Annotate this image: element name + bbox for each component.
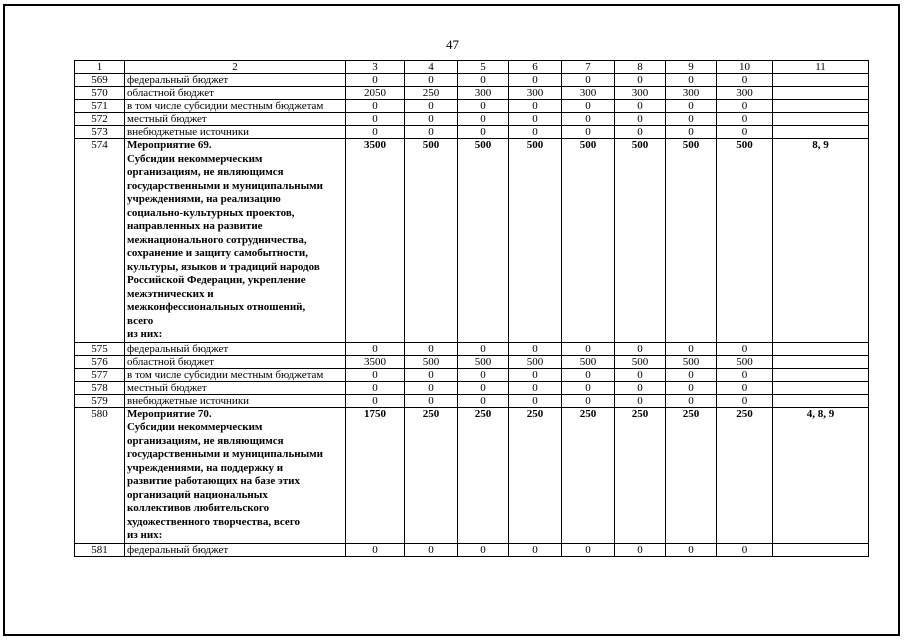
row-name-line: межнационального сотрудничества, bbox=[127, 233, 307, 246]
value-cell: 0 bbox=[562, 543, 615, 556]
value-cell: 250 bbox=[615, 407, 666, 543]
row-name-line: художественного творчества, всего bbox=[127, 515, 301, 528]
header-cell: 10 bbox=[717, 61, 773, 74]
value-cell: 250 bbox=[509, 407, 562, 543]
value-cell: 0 bbox=[405, 113, 458, 126]
value-cell: 0 bbox=[346, 394, 405, 407]
row-name-line: организациям, не являющимся bbox=[127, 166, 284, 178]
value-cell: 500 bbox=[458, 139, 509, 343]
row-name-line: сохранение и защиту самобытности, bbox=[127, 247, 308, 259]
value-cell: 0 bbox=[458, 113, 509, 126]
value-cell: 500 bbox=[717, 355, 773, 368]
value-cell: 0 bbox=[562, 126, 615, 139]
row-number: 576 bbox=[75, 355, 125, 368]
header-cell: 9 bbox=[666, 61, 717, 74]
value-cell: 0 bbox=[346, 74, 405, 87]
value-cell: 0 bbox=[666, 381, 717, 394]
row-number: 569 bbox=[75, 74, 125, 87]
value-cell: 250 bbox=[562, 407, 615, 543]
value-cell: 500 bbox=[666, 355, 717, 368]
row-name-line: направленных на развитие bbox=[127, 220, 263, 232]
value-cell: 0 bbox=[346, 113, 405, 126]
table-row bbox=[75, 543, 869, 556]
reference-cell bbox=[773, 355, 869, 368]
value-cell: 0 bbox=[717, 381, 773, 394]
row-name: федеральный бюджет bbox=[125, 342, 346, 355]
row-name-line: социально-культурных проектов, bbox=[127, 206, 295, 219]
row-name: местный бюджет bbox=[125, 381, 346, 394]
row-name-line: государственными и муниципальными bbox=[127, 179, 324, 192]
value-cell: 500 bbox=[509, 355, 562, 368]
table-row bbox=[75, 381, 869, 394]
value-cell: 0 bbox=[346, 543, 405, 556]
value-cell: 0 bbox=[666, 342, 717, 355]
value-cell: 0 bbox=[615, 394, 666, 407]
row-name: областной бюджет bbox=[125, 355, 346, 368]
table-row bbox=[75, 394, 869, 407]
row-name-line: всего bbox=[127, 314, 154, 327]
value-cell: 0 bbox=[405, 126, 458, 139]
value-cell: 0 bbox=[458, 126, 509, 139]
value-cell: 500 bbox=[717, 139, 773, 343]
value-cell: 0 bbox=[509, 394, 562, 407]
value-cell: 0 bbox=[562, 100, 615, 113]
value-cell: 0 bbox=[405, 74, 458, 87]
row-name-line: организациям, не являющимся bbox=[127, 434, 284, 447]
value-cell: 0 bbox=[346, 100, 405, 113]
row-name-line: Мероприятие 69. bbox=[127, 139, 212, 151]
header-cell: 1 bbox=[75, 61, 125, 74]
value-cell: 0 bbox=[458, 543, 509, 556]
value-cell: 500 bbox=[405, 355, 458, 368]
row-name-line: учреждениями, на реализацию bbox=[127, 193, 281, 205]
row-number: 575 bbox=[75, 342, 125, 355]
table-row bbox=[75, 87, 869, 100]
value-cell: 0 bbox=[615, 368, 666, 381]
row-name: в том числе субсидии местным бюджетам bbox=[125, 100, 346, 113]
value-cell: 300 bbox=[458, 87, 509, 100]
value-cell: 0 bbox=[562, 394, 615, 407]
reference-cell bbox=[773, 381, 869, 394]
table-row bbox=[75, 74, 869, 87]
value-cell: 0 bbox=[509, 368, 562, 381]
reference-cell: 4, 8, 9 bbox=[773, 407, 869, 543]
value-cell: 0 bbox=[717, 100, 773, 113]
row-name: внебюджетные источники bbox=[125, 126, 346, 139]
reference-cell bbox=[773, 87, 869, 100]
value-cell: 500 bbox=[666, 139, 717, 343]
row-name-line: из них: bbox=[127, 328, 163, 340]
value-cell: 0 bbox=[666, 543, 717, 556]
value-cell: 0 bbox=[717, 543, 773, 556]
value-cell: 0 bbox=[346, 126, 405, 139]
row-number: 572 bbox=[75, 113, 125, 126]
value-cell: 0 bbox=[717, 368, 773, 381]
value-cell: 3500 bbox=[346, 355, 405, 368]
header-cell: 7 bbox=[562, 61, 615, 74]
reference-cell bbox=[773, 74, 869, 87]
value-cell: 0 bbox=[458, 342, 509, 355]
value-cell: 0 bbox=[717, 342, 773, 355]
value-cell: 250 bbox=[666, 407, 717, 543]
value-cell: 500 bbox=[509, 139, 562, 343]
table-row bbox=[75, 355, 869, 368]
value-cell: 500 bbox=[615, 355, 666, 368]
value-cell: 0 bbox=[405, 543, 458, 556]
value-cell: 0 bbox=[509, 100, 562, 113]
header-cell: 8 bbox=[615, 61, 666, 74]
row-name: внебюджетные источники bbox=[125, 394, 346, 407]
row-number: 581 bbox=[75, 543, 125, 556]
reference-cell bbox=[773, 368, 869, 381]
value-cell: 250 bbox=[458, 407, 509, 543]
value-cell: 500 bbox=[615, 139, 666, 343]
row-name bbox=[125, 139, 346, 343]
value-cell: 0 bbox=[615, 113, 666, 126]
row-name-line: Субсидии некоммерческим bbox=[127, 152, 263, 165]
value-cell: 0 bbox=[562, 113, 615, 126]
value-cell: 0 bbox=[405, 381, 458, 394]
value-cell: 0 bbox=[458, 381, 509, 394]
row-number: 577 bbox=[75, 368, 125, 381]
budget-table bbox=[74, 60, 869, 557]
value-cell: 0 bbox=[405, 368, 458, 381]
value-cell: 0 bbox=[615, 381, 666, 394]
value-cell: 0 bbox=[615, 342, 666, 355]
value-cell: 0 bbox=[562, 381, 615, 394]
measure-row bbox=[75, 139, 869, 343]
row-name-line: развитие работающих на базе этих bbox=[127, 475, 300, 487]
header-cell: 5 bbox=[458, 61, 509, 74]
table-row bbox=[75, 100, 869, 113]
header-cell: 6 bbox=[509, 61, 562, 74]
value-cell: 0 bbox=[458, 368, 509, 381]
value-cell: 2050 bbox=[346, 87, 405, 100]
row-name-line: организаций национальных bbox=[127, 488, 268, 501]
row-number: 570 bbox=[75, 87, 125, 100]
value-cell: 0 bbox=[615, 543, 666, 556]
value-cell: 0 bbox=[509, 543, 562, 556]
value-cell: 0 bbox=[666, 126, 717, 139]
value-cell: 250 bbox=[405, 407, 458, 543]
table-row bbox=[75, 113, 869, 126]
row-name-line: из них: bbox=[127, 529, 163, 541]
header-row bbox=[75, 61, 869, 74]
row-number: 578 bbox=[75, 381, 125, 394]
value-cell: 0 bbox=[346, 381, 405, 394]
value-cell: 500 bbox=[562, 355, 615, 368]
value-cell: 0 bbox=[509, 113, 562, 126]
value-cell: 500 bbox=[458, 355, 509, 368]
value-cell: 0 bbox=[615, 126, 666, 139]
value-cell: 500 bbox=[562, 139, 615, 343]
value-cell: 0 bbox=[509, 342, 562, 355]
value-cell: 0 bbox=[717, 113, 773, 126]
value-cell: 0 bbox=[666, 113, 717, 126]
value-cell: 0 bbox=[509, 381, 562, 394]
row-name-line: Субсидии некоммерческим bbox=[127, 421, 263, 433]
value-cell: 0 bbox=[666, 100, 717, 113]
reference-cell: 8, 9 bbox=[773, 139, 869, 343]
value-cell: 0 bbox=[405, 394, 458, 407]
value-cell: 0 bbox=[346, 342, 405, 355]
row-name: областной бюджет bbox=[125, 87, 346, 100]
value-cell: 300 bbox=[615, 87, 666, 100]
row-name: федеральный бюджет bbox=[125, 74, 346, 87]
header-cell: 11 bbox=[773, 61, 869, 74]
value-cell: 0 bbox=[458, 394, 509, 407]
row-name-line: Мероприятие 70. bbox=[127, 407, 212, 420]
row-number: 571 bbox=[75, 100, 125, 113]
row-number: 574 bbox=[75, 139, 125, 343]
value-cell: 0 bbox=[509, 126, 562, 139]
header-cell: 4 bbox=[405, 61, 458, 74]
row-name-line: государственными и муниципальными bbox=[127, 448, 324, 460]
reference-cell bbox=[773, 100, 869, 113]
value-cell: 0 bbox=[562, 368, 615, 381]
value-cell: 0 bbox=[717, 394, 773, 407]
row-name: федеральный бюджет bbox=[125, 543, 346, 556]
row-number: 579 bbox=[75, 394, 125, 407]
row-name-line: межэтнических и bbox=[127, 287, 214, 300]
row-name bbox=[125, 407, 346, 543]
value-cell: 0 bbox=[458, 74, 509, 87]
value-cell: 0 bbox=[717, 126, 773, 139]
reference-cell bbox=[773, 543, 869, 556]
value-cell: 300 bbox=[562, 87, 615, 100]
value-cell: 0 bbox=[717, 74, 773, 87]
row-name-line: культуры, языков и традиций народов bbox=[127, 260, 320, 273]
header-cell: 3 bbox=[346, 61, 405, 74]
measure-row bbox=[75, 407, 869, 543]
value-cell: 3500 bbox=[346, 139, 405, 343]
reference-cell bbox=[773, 113, 869, 126]
row-name-line: учреждениями, на поддержку и bbox=[127, 461, 284, 474]
value-cell: 250 bbox=[405, 87, 458, 100]
table-body bbox=[75, 61, 869, 557]
reference-cell bbox=[773, 394, 869, 407]
value-cell: 0 bbox=[346, 368, 405, 381]
table-row bbox=[75, 342, 869, 355]
reference-cell bbox=[773, 342, 869, 355]
row-name-line: коллективов любительского bbox=[127, 502, 270, 514]
row-number: 573 bbox=[75, 126, 125, 139]
page-number: 47 bbox=[446, 37, 459, 52]
row-name-line: Российской Федерации, укрепление bbox=[127, 274, 306, 286]
table-row bbox=[75, 126, 869, 139]
value-cell: 1750 bbox=[346, 407, 405, 543]
value-cell: 0 bbox=[666, 74, 717, 87]
value-cell: 0 bbox=[458, 100, 509, 113]
value-cell: 300 bbox=[717, 87, 773, 100]
row-number: 580 bbox=[75, 407, 125, 543]
value-cell: 0 bbox=[405, 342, 458, 355]
row-name-line: межконфессиональных отношений, bbox=[127, 301, 306, 313]
value-cell: 0 bbox=[615, 74, 666, 87]
reference-cell bbox=[773, 126, 869, 139]
value-cell: 500 bbox=[405, 139, 458, 343]
value-cell: 0 bbox=[562, 74, 615, 87]
value-cell: 300 bbox=[666, 87, 717, 100]
value-cell: 0 bbox=[562, 342, 615, 355]
value-cell: 250 bbox=[717, 407, 773, 543]
table-row bbox=[75, 368, 869, 381]
value-cell: 0 bbox=[615, 100, 666, 113]
value-cell: 0 bbox=[666, 394, 717, 407]
value-cell: 0 bbox=[666, 368, 717, 381]
value-cell: 0 bbox=[405, 100, 458, 113]
row-name: в том числе субсидии местным бюджетам bbox=[125, 368, 346, 381]
value-cell: 0 bbox=[509, 74, 562, 87]
row-name: местный бюджет bbox=[125, 113, 346, 126]
header-cell: 2 bbox=[125, 61, 346, 74]
value-cell: 300 bbox=[509, 87, 562, 100]
